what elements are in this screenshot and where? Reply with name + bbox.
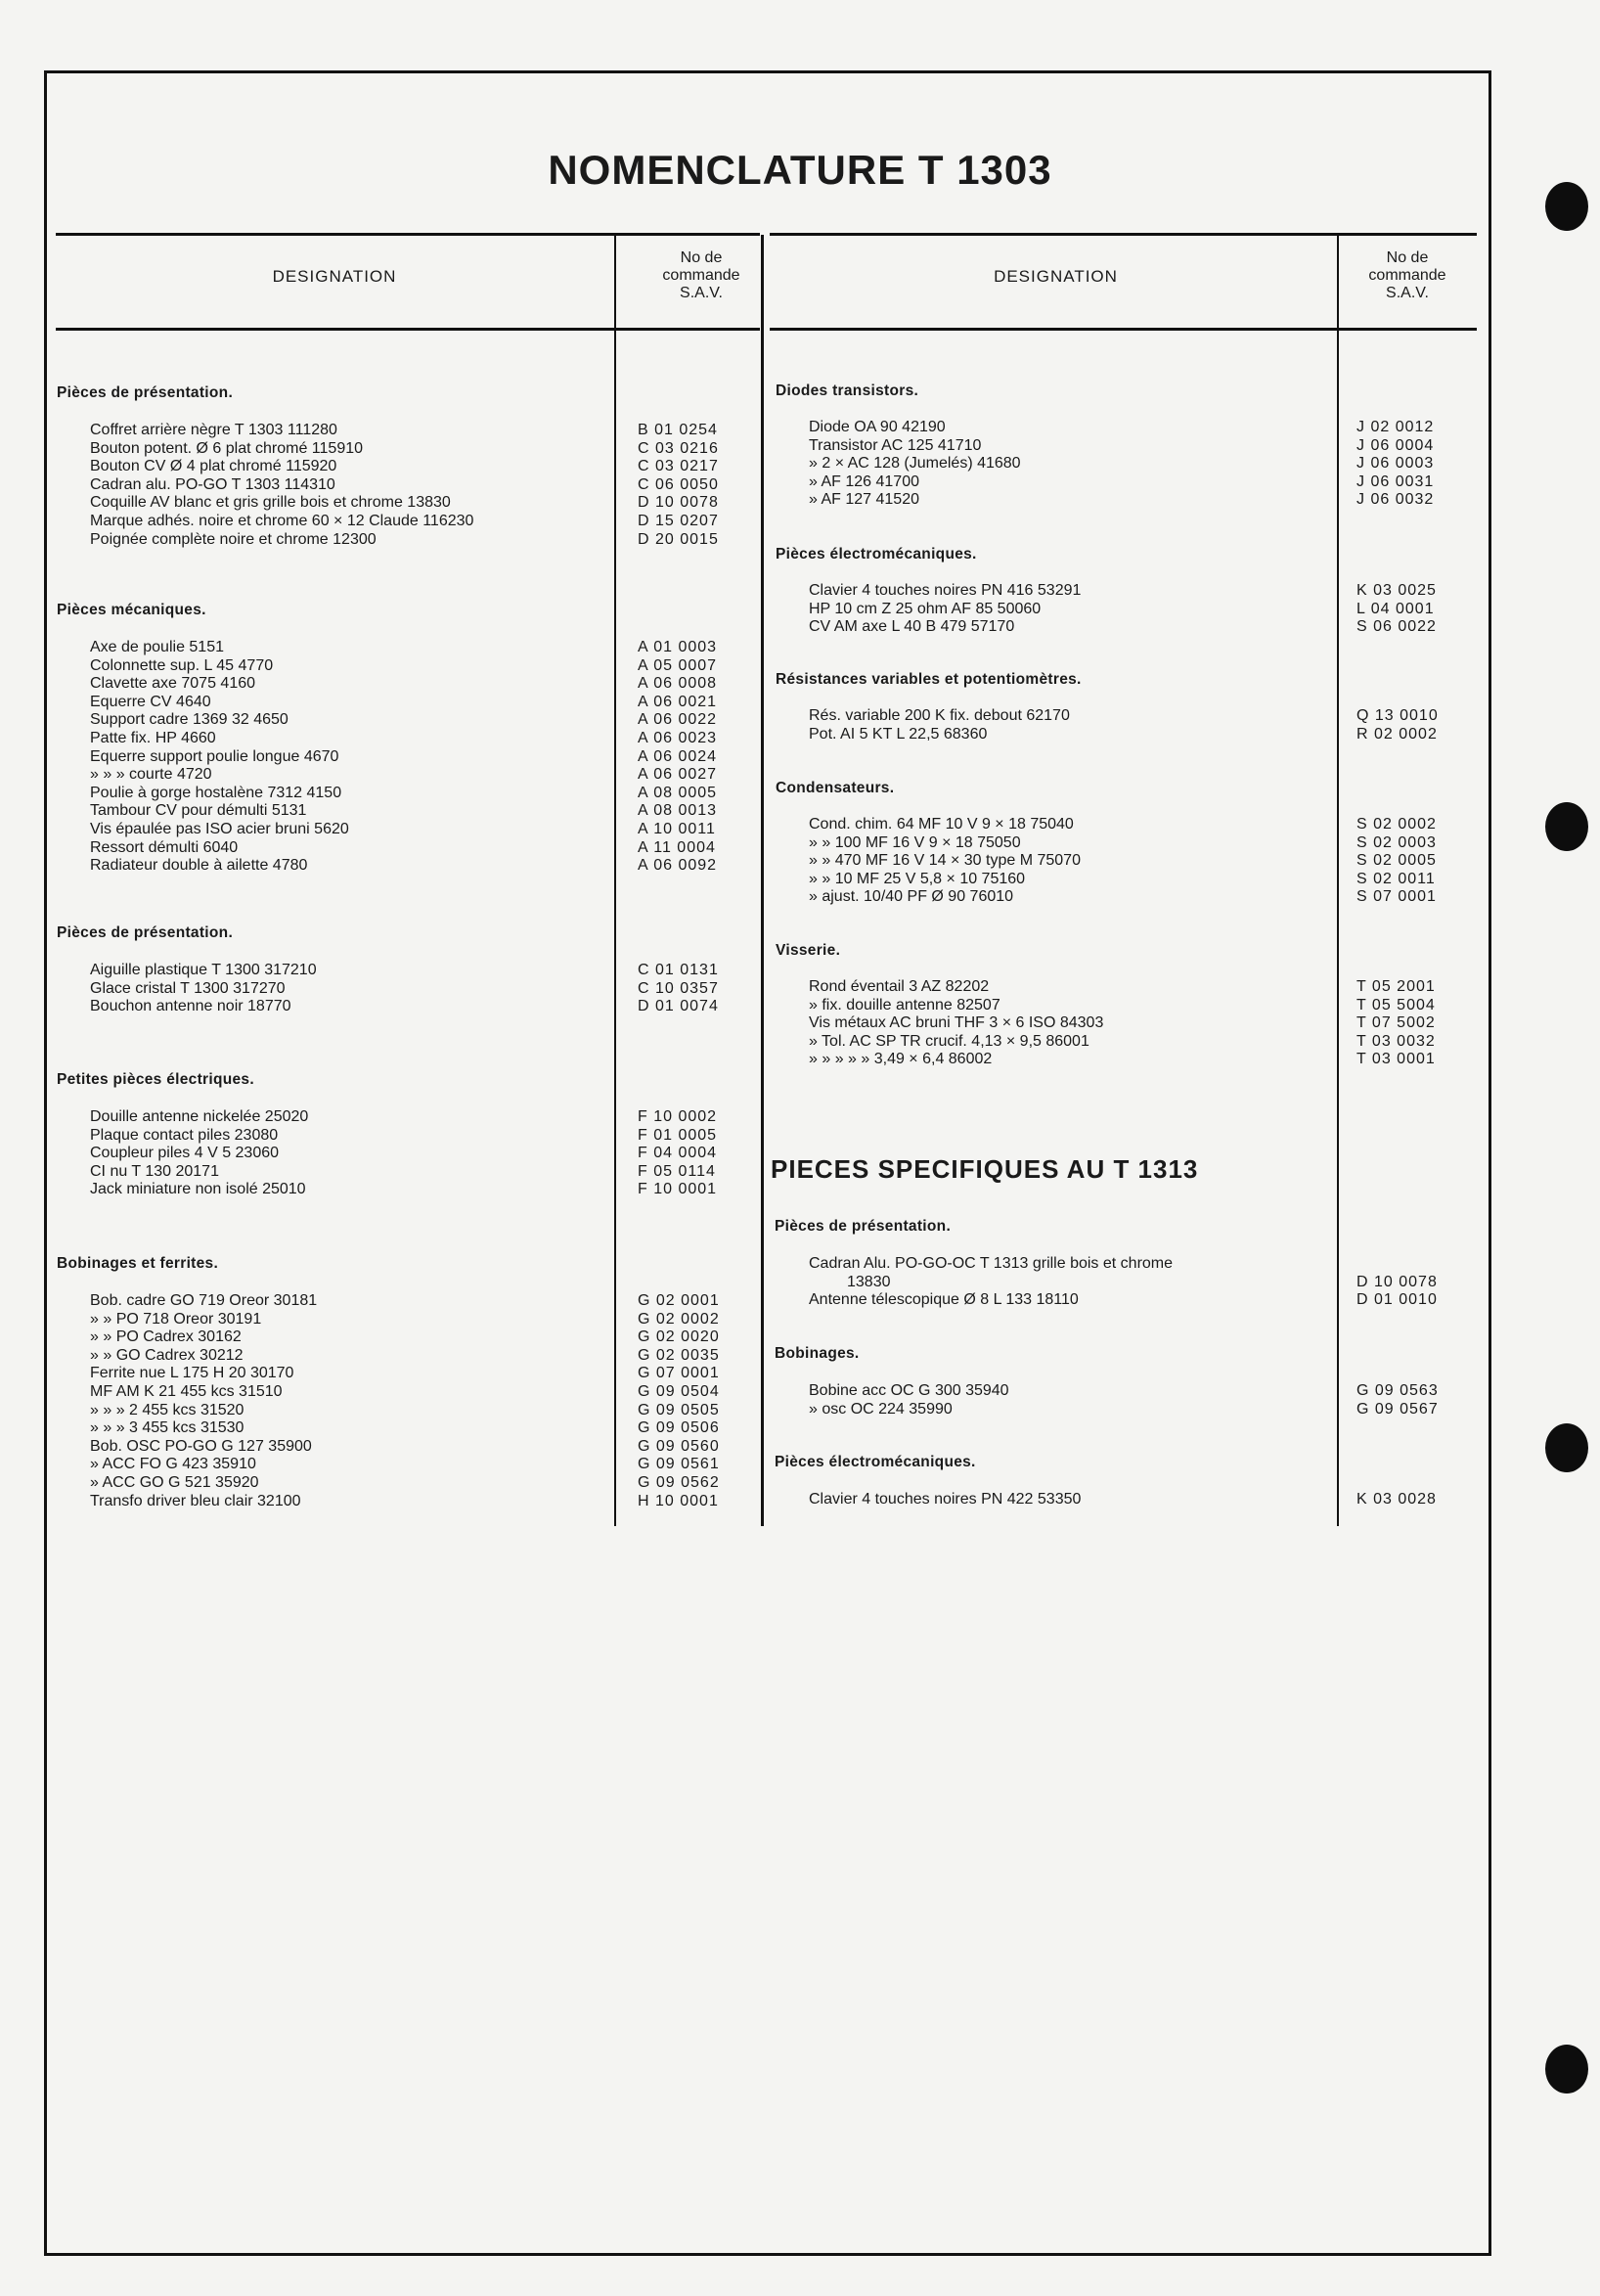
order-code: G 02 0020 (638, 1328, 720, 1346)
list-item (90, 801, 735, 820)
leader-dots (281, 656, 616, 675)
punch-hole (1545, 2045, 1588, 2093)
leader-dots (220, 765, 616, 784)
list-item (809, 1032, 1474, 1051)
order-code: A 06 0022 (638, 711, 718, 729)
leader-dots (290, 1382, 616, 1401)
list-item (847, 1273, 1474, 1291)
order-code: J 02 0012 (1356, 419, 1435, 435)
order-code: A 05 0007 (638, 656, 718, 674)
list-item (809, 418, 1474, 436)
column-rule (761, 235, 764, 1526)
list-item (90, 1144, 735, 1162)
order-code: G 09 0505 (638, 1401, 720, 1418)
order-code: D 15 0207 (638, 513, 719, 529)
section-title: Pièces électromécaniques. (775, 1454, 976, 1470)
item-label: Poulie à gorge hostalène 7312 4150 (90, 784, 342, 801)
item-label: Patte fix. HP 4660 (90, 730, 216, 746)
right-column-header (770, 233, 1477, 331)
punch-hole (1545, 802, 1588, 851)
leader-dots (232, 638, 616, 656)
leader-dots (927, 473, 1335, 491)
order-code: J 06 0031 (1356, 473, 1435, 490)
item-label: Ferrite nue L 175 H 20 30170 (90, 1365, 294, 1382)
order-code: G 09 0561 (638, 1456, 720, 1473)
leader-dots (249, 1328, 616, 1346)
item-label: Bouton potent. Ø 6 plat chromé 115910 (90, 439, 364, 457)
leader-dots (1078, 706, 1335, 725)
item-label: Cond. chim. 64 MF 10 V 9 × 18 75040 (809, 816, 1074, 833)
list-item (90, 820, 735, 838)
section-title: Bobinages et ferrites. (57, 1255, 219, 1272)
list-item (809, 887, 1474, 906)
item-label: Jack miniature non isolé 25010 (90, 1181, 306, 1198)
leader-dots (1089, 851, 1335, 870)
list-item (809, 1050, 1474, 1068)
leader-dots (1048, 600, 1335, 618)
leader-dots (1097, 1032, 1335, 1051)
list-item (90, 747, 735, 766)
leader-dots (1008, 996, 1335, 1014)
leader-dots (995, 725, 1335, 743)
order-code: T 05 5004 (1356, 996, 1436, 1013)
leader-dots (316, 1107, 616, 1126)
item-label: Equerre CV 4640 (90, 693, 211, 710)
order-code: C 03 0217 (638, 458, 719, 475)
leader-dots (264, 1455, 616, 1473)
section-title: Diodes transistors. (776, 383, 919, 399)
list-item (809, 600, 1474, 618)
item-label: Pot. AI 5 KT L 22,5 68360 (809, 725, 988, 743)
item-label: Clavier 4 touches noires PN 416 53291 (809, 582, 1082, 599)
order-code: J 06 0003 (1356, 455, 1435, 473)
section-title: Pièces mécaniques. (57, 602, 206, 618)
order-code: A 06 0023 (638, 730, 718, 746)
list-item (809, 725, 1474, 743)
item-label: » » 10 MF 25 V 5,8 × 10 75160 (809, 870, 1026, 887)
leader-dots (325, 1291, 616, 1310)
list-item (809, 454, 1474, 473)
order-code: G 09 0504 (638, 1383, 720, 1400)
list-item (809, 473, 1474, 491)
item-label: » ACC FO G 423 35910 (90, 1456, 256, 1473)
order-code: S 02 0011 (1356, 870, 1436, 887)
item-label: » osc OC 224 35990 (809, 1400, 953, 1418)
list-item (809, 436, 1474, 455)
item-label: Poignée complète noire et chrome 12300 (90, 530, 377, 548)
order-code: G 09 0506 (638, 1419, 720, 1437)
list-item (809, 977, 1474, 996)
leader-dots (989, 436, 1335, 455)
leader-dots (1087, 1290, 1335, 1309)
leader-dots (251, 1418, 616, 1437)
order-code: A 10 0011 (638, 821, 716, 837)
leader-dots (287, 1144, 616, 1162)
item-label: » ACC GO G 521 35920 (90, 1474, 259, 1491)
order-code: S 02 0003 (1356, 833, 1437, 851)
order-code: D 10 0078 (638, 494, 719, 512)
item-label: » ajust. 10/40 PF Ø 90 76010 (809, 888, 1014, 906)
order-code: A 08 0013 (638, 802, 718, 820)
order-code: K 03 0025 (1356, 582, 1437, 599)
list-item (90, 1455, 735, 1473)
list-item (90, 674, 735, 693)
order-code: S 02 0005 (1356, 852, 1437, 870)
order-code: T 03 0001 (1356, 1051, 1436, 1068)
order-code: G 09 0563 (1356, 1382, 1439, 1399)
leader-dots (251, 1346, 616, 1365)
specific-parts-title: PIECES SPECIFIQUES AU T 1313 (771, 1154, 1199, 1184)
leader-dots (371, 439, 616, 458)
list-item (90, 838, 735, 857)
order-code: R 02 0002 (1356, 725, 1438, 743)
list-item (809, 581, 1474, 600)
leader-dots (344, 457, 616, 475)
item-label: Clavette axe 7075 4160 (90, 675, 256, 693)
order-code: S 06 0022 (1356, 618, 1437, 636)
punch-hole (1545, 1423, 1588, 1472)
order-code: A 06 0008 (638, 675, 718, 693)
leader-dots (325, 961, 616, 979)
leader-dots (1089, 581, 1335, 600)
item-label: Equerre support poulie longue 4670 (90, 747, 339, 765)
list-item (90, 961, 735, 979)
leader-dots (357, 820, 616, 838)
item-label: Aiguille plastique T 1300 317210 (90, 962, 317, 978)
order-code: F 04 0004 (638, 1145, 718, 1162)
leader-dots (227, 1162, 616, 1181)
item-label: Tambour CV pour démulti 5131 (90, 802, 307, 820)
order-code: C 01 0131 (638, 962, 719, 978)
leader-dots (343, 475, 616, 494)
order-code: F 10 0001 (638, 1181, 718, 1198)
list-item (809, 815, 1474, 833)
order-code: T 07 5002 (1356, 1014, 1436, 1032)
order-code: L 04 0001 (1356, 600, 1435, 617)
list-item (90, 1180, 735, 1198)
item-label: » » » 3 455 kcs 31530 (90, 1419, 244, 1437)
leader-dots (459, 493, 616, 512)
order-code: F 05 0114 (638, 1162, 716, 1180)
list-item (90, 1126, 735, 1145)
order-code: G 09 0562 (638, 1474, 720, 1491)
list-item (90, 1401, 735, 1419)
order-code: G 02 0035 (638, 1346, 720, 1364)
item-label: Rés. variable 200 K fix. debout 62170 (809, 707, 1070, 724)
list-item (90, 512, 735, 530)
item-label: Colonnette sup. L 45 4770 (90, 656, 274, 674)
list-item (90, 439, 735, 458)
leader-dots (1089, 1490, 1335, 1508)
commande-header: No de commande S.A.V. (662, 249, 740, 301)
leader-dots (309, 1492, 616, 1510)
list-item (809, 851, 1474, 870)
list-item (90, 1437, 735, 1456)
list-item (90, 1107, 735, 1126)
item-label: HP 10 cm Z 25 ohm AF 85 50060 (809, 600, 1042, 617)
item-label: » » » » » 3,49 × 6,4 86002 (809, 1051, 993, 1068)
list-item (90, 729, 735, 747)
item-label: » » » 2 455 kcs 31520 (90, 1401, 244, 1418)
leader-dots (293, 979, 616, 998)
order-code: C 06 0050 (638, 475, 719, 493)
list-item (90, 1310, 735, 1328)
list-item (90, 656, 735, 675)
item-label: » fix. douille antenne 82507 (809, 996, 1000, 1013)
list-item (809, 1381, 1474, 1400)
order-code: Q 13 0010 (1356, 707, 1439, 724)
order-code: A 08 0005 (638, 784, 718, 801)
list-item (809, 833, 1474, 852)
leader-dots (349, 784, 616, 802)
list-item (809, 617, 1474, 636)
list-item (90, 979, 735, 998)
section-title: Pièces électromécaniques. (776, 546, 977, 563)
list-item (90, 1418, 735, 1437)
leader-dots (1111, 1013, 1335, 1032)
item-label: Bouchon antenne noir 18770 (90, 998, 291, 1015)
order-code: K 03 0028 (1356, 1491, 1437, 1508)
item-label: » » » courte 4720 (90, 766, 212, 784)
leader-dots (245, 838, 616, 857)
section-title: Pièces de présentation. (57, 924, 234, 941)
list-item (90, 1473, 735, 1492)
item-label: Bobine acc OC G 300 35940 (809, 1382, 1009, 1399)
leader-dots (267, 1473, 616, 1492)
leader-dots (954, 418, 1335, 436)
list-item (809, 1290, 1474, 1309)
list-item (90, 1328, 735, 1346)
item-label: Cadran Alu. PO-GO-OC T 1313 grille bois et chrome (809, 1255, 1174, 1272)
list-item (90, 493, 735, 512)
leader-dots (1000, 1050, 1335, 1068)
list-item (809, 1400, 1474, 1418)
item-label: Diode OA 90 42190 (809, 419, 946, 435)
list-item (809, 996, 1474, 1014)
order-code: T 05 2001 (1356, 978, 1436, 995)
list-item (809, 870, 1474, 888)
item-label: CV AM axe L 40 B 479 57170 (809, 618, 1015, 636)
order-code: G 09 0560 (638, 1437, 720, 1455)
list-item (90, 1162, 735, 1181)
item-label: Vis métaux AC bruni THF 3 × 6 ISO 84303 (809, 1014, 1104, 1032)
leader-dots (1021, 887, 1335, 906)
order-code: D 20 0015 (638, 530, 719, 548)
order-code: G 07 0001 (638, 1365, 720, 1382)
item-label: » AF 126 41700 (809, 473, 919, 490)
left-column-header (56, 233, 760, 331)
item-label: Cadran alu. PO-GO T 1303 114310 (90, 475, 335, 493)
item-label: Rond éventail 3 AZ 82202 (809, 978, 990, 995)
leader-dots (346, 747, 616, 766)
leader-dots (1029, 454, 1335, 473)
order-code: G 02 0002 (638, 1310, 720, 1328)
page-title: NOMENCLATURE T 1303 (548, 147, 1052, 193)
list-item (90, 693, 735, 711)
leader-dots (1029, 833, 1335, 852)
item-label: Bouton CV Ø 4 plat chromé 115920 (90, 458, 337, 475)
leader-dots (960, 1400, 1335, 1418)
order-code: S 02 0002 (1356, 816, 1437, 833)
order-code: A 06 0027 (638, 766, 718, 784)
list-item (809, 1490, 1474, 1508)
order-code: A 06 0021 (638, 693, 718, 710)
leader-dots (296, 710, 616, 729)
item-label: 13830 (847, 1273, 891, 1290)
list-item (809, 1254, 1474, 1273)
order-code: C 10 0357 (638, 979, 719, 997)
leader-dots (251, 1401, 616, 1419)
order-code: B 01 0254 (638, 422, 718, 438)
order-code: T 03 0032 (1356, 1032, 1436, 1050)
item-label: Radiateur double à ailette 4780 (90, 857, 308, 875)
list-item (90, 1291, 735, 1310)
list-item (90, 475, 735, 494)
list-item (90, 457, 735, 475)
leader-dots (219, 693, 616, 711)
item-label: Ressort démulti 6040 (90, 838, 239, 856)
item-label: Marque adhés. noire et chrome 60 × 12 Claude 116230 (90, 513, 474, 529)
designation-header: DESIGNATION (994, 267, 1118, 286)
order-code: D 01 0010 (1356, 1291, 1438, 1309)
section-title: Petites pièces électriques. (57, 1071, 254, 1088)
list-item (90, 765, 735, 784)
list-item (90, 1364, 735, 1382)
order-code: A 06 0092 (638, 857, 718, 875)
order-code: F 01 0005 (638, 1126, 718, 1144)
item-label: » Tol. AC SP TR crucif. 4,13 × 9,5 86001 (809, 1032, 1089, 1050)
list-item (90, 856, 735, 875)
leader-dots (384, 530, 616, 549)
item-label: Coquille AV blanc et gris grille bois et chrome 13830 (90, 494, 451, 512)
list-item (90, 530, 735, 549)
section-title: Pièces de présentation. (775, 1218, 952, 1235)
order-code: C 03 0216 (638, 439, 719, 457)
section-title: Résistances variables et potentiomètres. (776, 671, 1082, 688)
item-label: » » GO Cadrex 30212 (90, 1346, 244, 1364)
item-label: Coffret arrière nègre T 1303 111280 (90, 422, 337, 438)
order-code: J 06 0032 (1356, 491, 1435, 509)
item-label: Coupleur piles 4 V 5 23060 (90, 1145, 280, 1162)
order-code: H 10 0001 (638, 1492, 719, 1509)
list-item (90, 997, 735, 1015)
list-item (809, 706, 1474, 725)
order-code: S 07 0001 (1356, 888, 1437, 906)
item-label: Antenne télescopique Ø 8 L 133 18110 (809, 1291, 1079, 1309)
leader-dots (224, 729, 616, 747)
item-label: » AF 127 41520 (809, 491, 919, 509)
item-label: » » PO Cadrex 30162 (90, 1328, 242, 1346)
order-code: J 06 0004 (1356, 436, 1435, 454)
item-label: CI nu T 130 20171 (90, 1162, 219, 1180)
leader-dots (1017, 1381, 1335, 1400)
item-label: » » 100 MF 16 V 9 × 18 75050 (809, 833, 1021, 851)
designation-header: DESIGNATION (272, 267, 397, 286)
item-label: Bob. cadre GO 719 Oreor 30181 (90, 1292, 318, 1309)
item-label: Douille antenne nickelée 25020 (90, 1108, 309, 1125)
leader-dots (314, 1180, 616, 1198)
commande-header: No de commande S.A.V. (1368, 249, 1446, 301)
order-code: G 02 0001 (638, 1292, 720, 1309)
leader-dots (299, 997, 616, 1015)
item-label: » 2 × AC 128 (Jumelés) 41680 (809, 455, 1021, 473)
item-label: » » PO 718 Oreor 30191 (90, 1310, 262, 1328)
order-code: D 01 0074 (638, 998, 719, 1015)
leader-dots (481, 512, 616, 530)
list-item (90, 1492, 735, 1510)
leader-dots (320, 1437, 616, 1456)
section-title: Condensateurs. (776, 780, 895, 796)
item-label: Support cadre 1369 32 4650 (90, 711, 289, 729)
list-item (90, 421, 735, 439)
item-label: Bob. OSC PO-GO G 127 35900 (90, 1437, 312, 1455)
section-title: Visserie. (776, 942, 841, 959)
list-item (809, 1013, 1474, 1032)
order-code: A 06 0024 (638, 747, 718, 765)
list-item (90, 784, 735, 802)
punch-hole (1545, 182, 1588, 231)
section-title: Bobinages. (775, 1345, 860, 1362)
leader-dots (314, 801, 616, 820)
leader-dots (315, 856, 616, 875)
list-item (90, 1346, 735, 1365)
leader-dots (269, 1310, 616, 1328)
section-title: Pièces de présentation. (57, 384, 234, 401)
leader-dots (1082, 815, 1335, 833)
item-label: Transistor AC 125 41710 (809, 436, 982, 454)
order-code: F 10 0002 (638, 1108, 718, 1125)
order-code: G 09 0567 (1356, 1400, 1439, 1418)
item-label: Clavier 4 touches noires PN 422 53350 (809, 1491, 1082, 1508)
list-item (90, 1382, 735, 1401)
item-label: Plaque contact piles 23080 (90, 1126, 279, 1144)
list-item (809, 490, 1474, 509)
list-item (90, 710, 735, 729)
item-label: MF AM K 21 455 kcs 31510 (90, 1383, 283, 1400)
leader-dots (345, 421, 616, 439)
leader-dots (286, 1126, 616, 1145)
order-code: D 10 0078 (1356, 1273, 1438, 1290)
list-item (90, 638, 735, 656)
leader-dots (899, 1273, 1335, 1291)
item-label: Transfo driver bleu clair 32100 (90, 1492, 301, 1509)
leader-dots (263, 674, 616, 693)
item-label: Axe de poulie 5151 (90, 639, 224, 655)
leader-dots (1033, 870, 1335, 888)
order-code: A 01 0003 (638, 639, 718, 655)
leader-dots (1022, 617, 1335, 636)
item-label: » » 470 MF 16 V 14 × 30 type M 75070 (809, 852, 1081, 870)
leader-dots (301, 1364, 616, 1382)
item-label: Vis épaulée pas ISO acier bruni 5620 (90, 821, 349, 837)
leader-dots (927, 490, 1335, 509)
item-label: Glace cristal T 1300 317270 (90, 979, 286, 997)
order-code: A 11 0004 (638, 838, 716, 856)
leader-dots (997, 977, 1335, 996)
